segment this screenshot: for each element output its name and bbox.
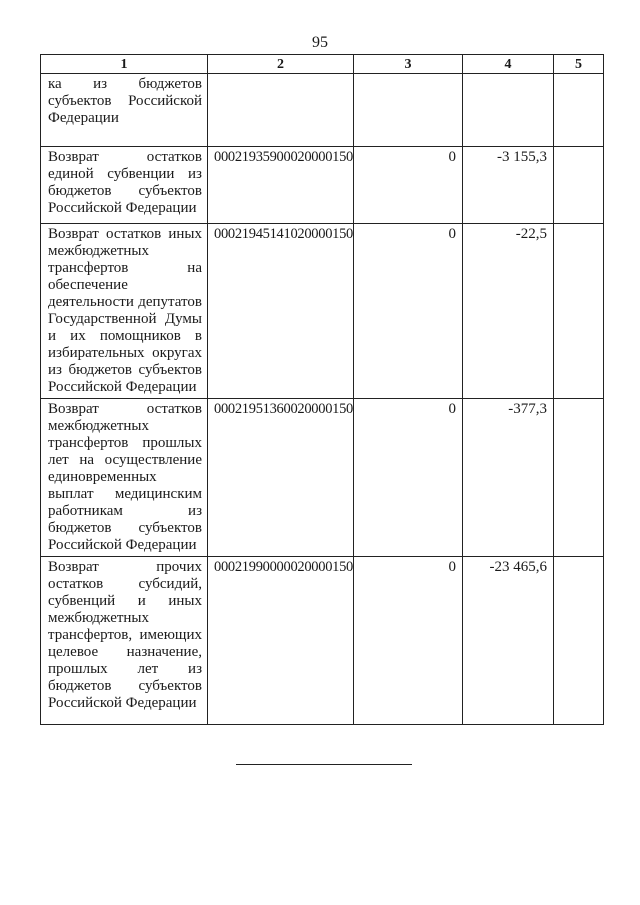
row-col3-value [354,74,463,147]
row-col3-value: 0 [354,147,463,224]
row-code: 00021990000020000150 [208,557,354,725]
row-col5-value [554,557,604,725]
column-header-5: 5 [554,55,604,74]
row-description: Возврат остатков иных межбюджетных трансфертов на обеспечение деятельности депутатов Государственной Думы и их помощников в избирательных округах из бюджетов субъектов Российской Федерации [41,224,208,399]
row-col5-value [554,224,604,399]
row-description: Возврат прочих остатков субсидий, субвенций и иных межбюджетных трансфертов, имеющих целевое назначение, прошлых лет из бюджетов субъектов Российской Федерации [41,557,208,725]
row-col3-value: 0 [354,399,463,557]
row-col4-value: -377,3 [463,399,554,557]
page-number: 95 [312,34,328,51]
row-description: ка из бюджетов субъектов Российской Федерации [41,74,208,147]
row-code: 00021951360020000150 [208,399,354,557]
table-header-row [41,55,604,74]
row-col4-value [463,74,554,147]
table-row [41,74,604,147]
row-description: Возврат остатков межбюджетных трансфертов прошлых лет на осуществление единовременных выплат медицинским работникам из бюджетов субъектов Российской Федерации [41,399,208,557]
column-header-3: 3 [354,55,463,74]
row-col3-value: 0 [354,224,463,399]
table-row [41,224,604,399]
budget-table [40,54,604,725]
row-description: Возврат остатков единой субвенции из бюджетов субъектов Российской Федерации [41,147,208,224]
column-header-2: 2 [208,55,354,74]
table-row [41,557,604,725]
row-code: 00021935900020000150 [208,147,354,224]
row-col5-value [554,74,604,147]
row-col4-value: -22,5 [463,224,554,399]
column-header-4: 4 [463,55,554,74]
row-code: 00021945141020000150 [208,224,354,399]
table-row [41,399,604,557]
row-col4-value: -23 465,6 [463,557,554,725]
row-code [208,74,354,147]
row-col4-value: -3 155,3 [463,147,554,224]
row-col3-value: 0 [354,557,463,725]
column-header-1: 1 [41,55,208,74]
table-row [41,147,604,224]
row-col5-value [554,147,604,224]
row-col5-value [554,399,604,557]
footer-divider [236,764,412,765]
